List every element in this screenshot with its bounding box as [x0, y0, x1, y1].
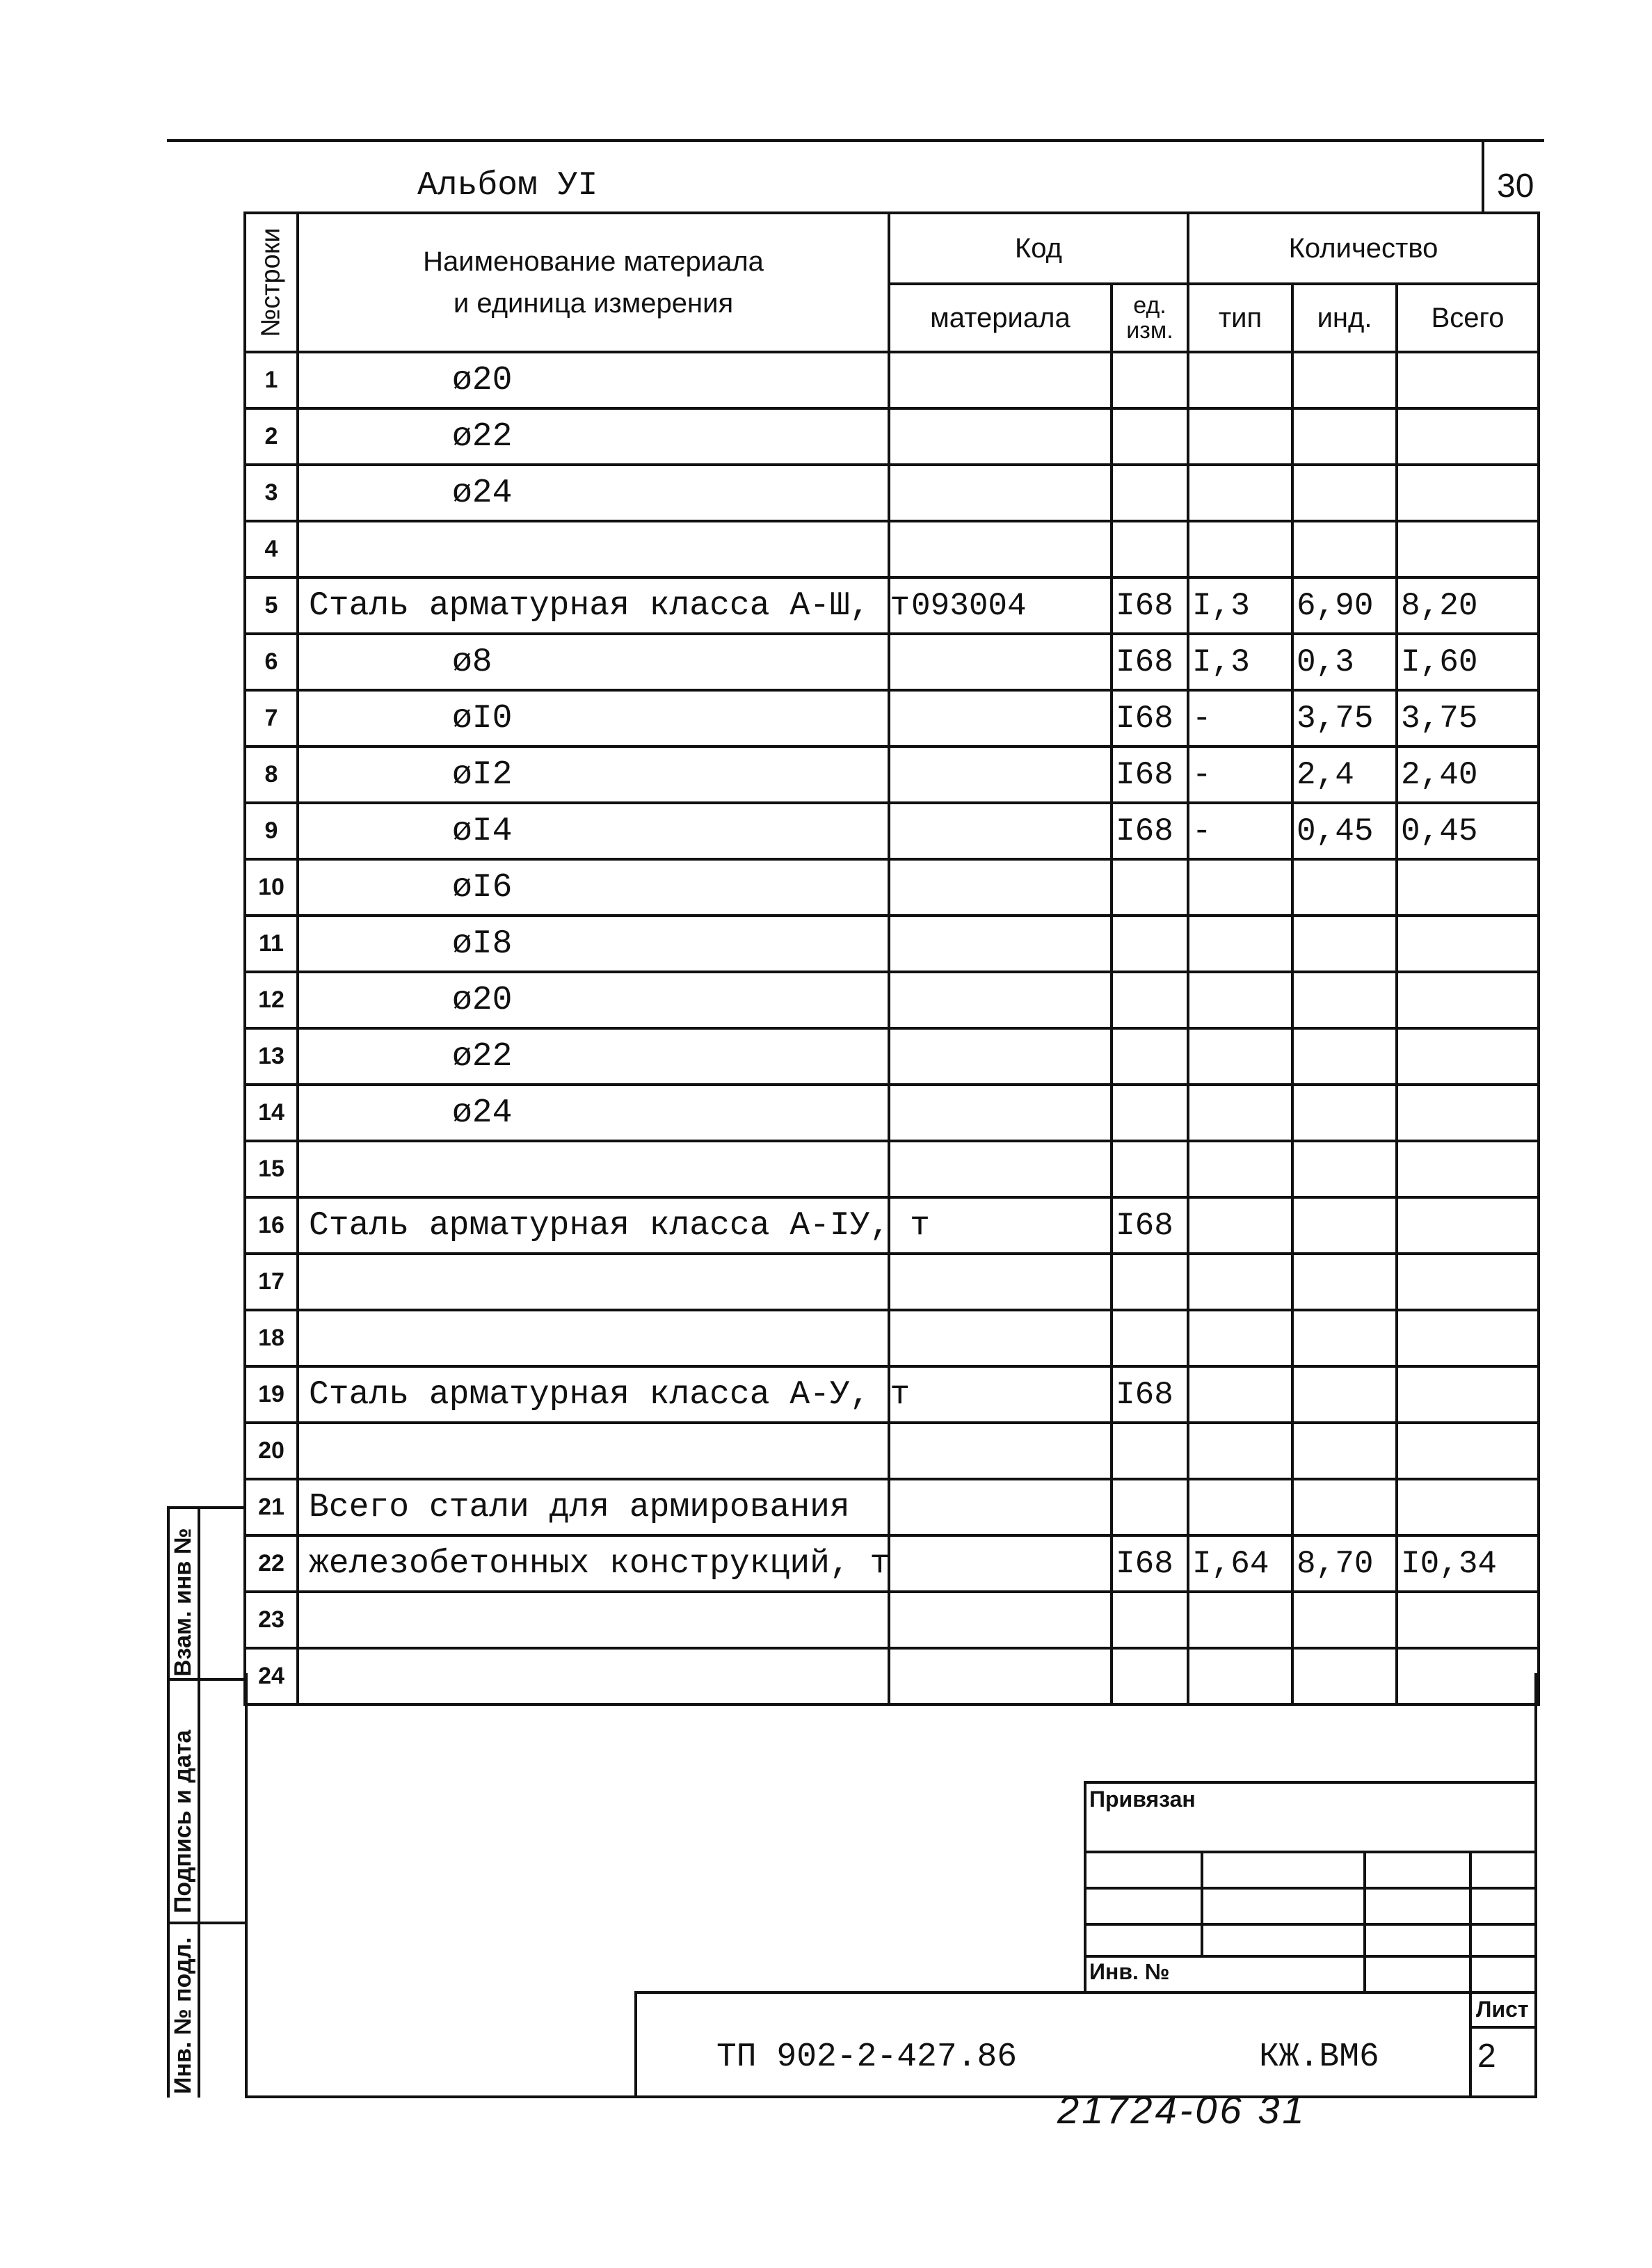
row-qty-tip: [1188, 465, 1292, 521]
row-qty-ind: 8,70: [1292, 1535, 1397, 1592]
row-qty-ind: [1292, 352, 1397, 408]
frame-right: [1534, 1673, 1537, 2098]
row-qty-total: [1397, 521, 1539, 577]
row-material-name: øI2: [298, 746, 889, 803]
row-material-code: [889, 1028, 1112, 1085]
row-unit-code: [1112, 916, 1188, 972]
row-qty-total: [1397, 1141, 1539, 1197]
row-unit-code: [1112, 1423, 1188, 1479]
row-qty-tip: I,3: [1188, 577, 1292, 634]
row-material-code: [889, 1423, 1112, 1479]
row-qty-ind: [1292, 1592, 1397, 1648]
side-label-vzam-inv: Взам. инв №: [170, 1528, 196, 1677]
row-qty-tip: -: [1188, 690, 1292, 746]
table-row: [245, 972, 1539, 1028]
table-row: [245, 521, 1539, 577]
row-qty-tip: I,64: [1188, 1535, 1292, 1592]
row-number: 13: [245, 1028, 298, 1085]
row-unit-code: I68: [1112, 577, 1188, 634]
row-qty-total: 2,40: [1397, 746, 1539, 803]
tb-col-3: [1469, 1851, 1472, 2095]
row-qty-ind: [1292, 408, 1397, 465]
doc-code: ТП 902-2-427.86: [716, 2038, 1018, 2076]
row-qty-ind: [1292, 1028, 1397, 1085]
header-qty-total: Всего: [1397, 284, 1539, 352]
album-title: Альбом УI: [417, 167, 598, 205]
header-code-material: материала: [889, 284, 1112, 352]
row-number: 8: [245, 746, 298, 803]
row-number: 11: [245, 916, 298, 972]
row-qty-total: 8,20: [1397, 577, 1539, 634]
row-qty-total: 3,75: [1397, 690, 1539, 746]
row-qty-ind: 0,45: [1292, 803, 1397, 859]
row-unit-code: [1112, 859, 1188, 916]
row-material-name: [298, 1423, 889, 1479]
row-number: 23: [245, 1592, 298, 1648]
row-material-code: 093004: [889, 577, 1112, 634]
row-material-code: [889, 634, 1112, 690]
row-unit-code: [1112, 1085, 1188, 1141]
row-material-name: ø20: [298, 972, 889, 1028]
row-material-name: ø22: [298, 408, 889, 465]
row-qty-ind: [1292, 1310, 1397, 1366]
tb-inv-no-label: Инв. №: [1089, 1959, 1170, 1984]
row-qty-ind: [1292, 859, 1397, 916]
row-number: 22: [245, 1535, 298, 1592]
table-row: [245, 1310, 1539, 1366]
row-qty-tip: [1188, 859, 1292, 916]
row-qty-total: [1397, 972, 1539, 1028]
row-material-code: [889, 690, 1112, 746]
header-qty-group: Количество: [1188, 213, 1539, 284]
row-material-name: øI6: [298, 859, 889, 916]
row-material-code: [889, 1254, 1112, 1310]
row-qty-total: I,60: [1397, 634, 1539, 690]
row-qty-total: [1397, 1479, 1539, 1535]
table-row: [245, 690, 1539, 746]
row-unit-code: [1112, 352, 1188, 408]
header-code-unit: ед. изм.: [1112, 284, 1188, 352]
row-qty-tip: [1188, 1141, 1292, 1197]
row-qty-tip: [1188, 1592, 1292, 1648]
side-strip-sep-2: [167, 1922, 245, 1924]
row-material-name: ø24: [298, 1085, 889, 1141]
row-qty-ind: [1292, 916, 1397, 972]
row-material-name: [298, 1141, 889, 1197]
row-material-code: [889, 521, 1112, 577]
archive-stamp-number: 21724-06 31: [1057, 2088, 1307, 2132]
row-unit-code: [1112, 521, 1188, 577]
row-qty-ind: [1292, 1423, 1397, 1479]
row-qty-ind: 6,90: [1292, 577, 1397, 634]
row-qty-total: [1397, 465, 1539, 521]
row-material-code: [889, 1085, 1112, 1141]
row-unit-code: [1112, 408, 1188, 465]
row-qty-total: [1397, 1197, 1539, 1254]
row-unit-code: [1112, 1592, 1188, 1648]
row-qty-tip: I,3: [1188, 634, 1292, 690]
row-material-name: Всего стали для армирования: [298, 1479, 889, 1535]
row-unit-code: [1112, 1479, 1188, 1535]
table-row: [245, 1648, 1539, 1704]
row-qty-ind: 3,75: [1292, 690, 1397, 746]
table-row: [245, 916, 1539, 972]
row-qty-tip: [1188, 916, 1292, 972]
table-row: [245, 634, 1539, 690]
row-qty-total: [1397, 352, 1539, 408]
row-qty-ind: 0,3: [1292, 634, 1397, 690]
row-material-code: [889, 859, 1112, 916]
row-unit-code: I68: [1112, 1366, 1188, 1423]
row-qty-tip: [1188, 1366, 1292, 1423]
row-material-code: [889, 1310, 1112, 1366]
tb-col-2: [1363, 1851, 1366, 1993]
row-qty-tip: [1188, 1648, 1292, 1704]
row-unit-code: I68: [1112, 690, 1188, 746]
row-material-code: [889, 408, 1112, 465]
row-number: 2: [245, 408, 298, 465]
row-qty-ind: [1292, 1197, 1397, 1254]
table-row: [245, 803, 1539, 859]
side-label-podpis-data: Подпись и дата: [170, 1730, 196, 1913]
row-qty-tip: [1188, 1085, 1292, 1141]
row-qty-tip: [1188, 1197, 1292, 1254]
row-unit-code: I68: [1112, 1535, 1188, 1592]
row-number: 21: [245, 1479, 298, 1535]
row-material-code: [889, 916, 1112, 972]
row-number: 24: [245, 1648, 298, 1704]
table-row: [245, 859, 1539, 916]
row-qty-tip: [1188, 1254, 1292, 1310]
side-strip-top: [167, 1506, 245, 1509]
row-number: 17: [245, 1254, 298, 1310]
spec-table: [243, 211, 1540, 1706]
row-number: 18: [245, 1310, 298, 1366]
row-qty-tip: -: [1188, 803, 1292, 859]
side-strip-divider: [198, 1506, 200, 2098]
row-material-name: øI8: [298, 916, 889, 972]
row-qty-ind: [1292, 1648, 1397, 1704]
row-number: 15: [245, 1141, 298, 1197]
row-qty-tip: [1188, 521, 1292, 577]
row-material-code: [889, 1366, 1112, 1423]
row-material-name: железобетонных конструкций, т: [298, 1535, 889, 1592]
row-qty-total: [1397, 1366, 1539, 1423]
row-unit-code: [1112, 972, 1188, 1028]
row-qty-tip: [1188, 1423, 1292, 1479]
row-number: 10: [245, 859, 298, 916]
table-row: [245, 1479, 1539, 1535]
row-unit-code: I68: [1112, 746, 1188, 803]
row-qty-tip: [1188, 1310, 1292, 1366]
row-material-code: [889, 1648, 1112, 1704]
row-unit-code: [1112, 465, 1188, 521]
row-qty-ind: [1292, 465, 1397, 521]
row-qty-ind: 2,4: [1292, 746, 1397, 803]
row-material-name: Сталь арматурная класса А-IУ, т: [298, 1197, 889, 1254]
row-material-name: [298, 521, 889, 577]
tb-main-top: [634, 1991, 1537, 1994]
row-qty-tip: [1188, 408, 1292, 465]
row-material-name: øI4: [298, 803, 889, 859]
row-qty-total: I0,34: [1397, 1535, 1539, 1592]
row-unit-code: I68: [1112, 634, 1188, 690]
table-row: [245, 352, 1539, 408]
row-qty-total: [1397, 1423, 1539, 1479]
table-row: [245, 1085, 1539, 1141]
row-unit-code: [1112, 1141, 1188, 1197]
frame-bottom: [245, 2095, 1537, 2098]
row-qty-total: [1397, 1254, 1539, 1310]
row-qty-total: [1397, 408, 1539, 465]
row-number: 4: [245, 521, 298, 577]
table-row: [245, 408, 1539, 465]
row-qty-total: 0,45: [1397, 803, 1539, 859]
row-number: 12: [245, 972, 298, 1028]
row-unit-code: I68: [1112, 803, 1188, 859]
row-material-code: [889, 465, 1112, 521]
table-row: [245, 1197, 1539, 1254]
table-row: [245, 1592, 1539, 1648]
row-material-code: [889, 972, 1112, 1028]
table-row: [245, 746, 1539, 803]
table-row: [245, 465, 1539, 521]
row-qty-total: [1397, 1028, 1539, 1085]
row-material-code: [889, 746, 1112, 803]
row-material-name: ø8: [298, 634, 889, 690]
row-qty-total: [1397, 1310, 1539, 1366]
row-qty-total: [1397, 916, 1539, 972]
row-material-name: [298, 1310, 889, 1366]
row-qty-ind: [1292, 1366, 1397, 1423]
row-material-name: [298, 1648, 889, 1704]
row-number: 19: [245, 1366, 298, 1423]
row-number: 9: [245, 803, 298, 859]
row-material-name: [298, 1592, 889, 1648]
table-row: [245, 1423, 1539, 1479]
row-material-name: øI0: [298, 690, 889, 746]
row-material-name: [298, 1254, 889, 1310]
row-material-code: [889, 1592, 1112, 1648]
row-unit-code: I68: [1112, 1197, 1188, 1254]
row-qty-tip: [1188, 972, 1292, 1028]
row-material-name: ø20: [298, 352, 889, 408]
row-qty-total: [1397, 1648, 1539, 1704]
row-material-code: [889, 1479, 1112, 1535]
row-unit-code: [1112, 1254, 1188, 1310]
row-material-code: [889, 1141, 1112, 1197]
row-qty-tip: -: [1188, 746, 1292, 803]
tb-privyazan-top: [1084, 1781, 1537, 1784]
table-row: [245, 1254, 1539, 1310]
row-qty-ind: [1292, 1085, 1397, 1141]
row-material-name: Сталь арматурная класса А-Ш, т: [298, 577, 889, 634]
table-row: [245, 577, 1539, 634]
header-row-no: №строки: [245, 213, 298, 352]
tb-sheet-sep: [1469, 2026, 1537, 2029]
tb-col-1: [1201, 1851, 1203, 1955]
row-qty-tip: [1188, 352, 1292, 408]
row-number: 16: [245, 1197, 298, 1254]
page-number: 30: [1497, 168, 1534, 205]
row-qty-ind: [1292, 521, 1397, 577]
header-qty-tip: тип: [1188, 284, 1292, 352]
table-row: [245, 1366, 1539, 1423]
sheet-number: 2: [1477, 2038, 1496, 2075]
row-material-name: Сталь арматурная класса А-У, т: [298, 1366, 889, 1423]
table-row: [245, 1141, 1539, 1197]
row-material-code: [889, 352, 1112, 408]
row-number: 1: [245, 352, 298, 408]
side-label-inv-podl: Инв. № подл.: [170, 1937, 196, 2094]
row-qty-ind: [1292, 1141, 1397, 1197]
row-qty-ind: [1292, 1254, 1397, 1310]
tb-main-left: [634, 1991, 637, 2097]
row-unit-code: [1112, 1648, 1188, 1704]
row-qty-total: [1397, 859, 1539, 916]
spec-table-body: [245, 352, 1539, 1704]
page-number-box-left: [1482, 139, 1484, 211]
row-number: 5: [245, 577, 298, 634]
row-material-name: ø24: [298, 465, 889, 521]
row-qty-total: [1397, 1085, 1539, 1141]
table-row: [245, 1535, 1539, 1592]
top-rule: [167, 139, 1544, 142]
table-row: [245, 1028, 1539, 1085]
row-qty-total: [1397, 1592, 1539, 1648]
side-strip-sep-1: [167, 1678, 245, 1681]
header-qty-ind: инд.: [1292, 284, 1397, 352]
row-number: 6: [245, 634, 298, 690]
row-material-code: [889, 1535, 1112, 1592]
row-qty-tip: [1188, 1479, 1292, 1535]
doc-mark: КЖ.ВМ6: [1259, 2038, 1379, 2076]
tb-privyazan-label: Привязан: [1089, 1787, 1196, 1812]
sheet-label: Лист: [1476, 1997, 1529, 2022]
row-material-name: ø22: [298, 1028, 889, 1085]
header-code-group: Код: [889, 213, 1188, 284]
row-number: 20: [245, 1423, 298, 1479]
row-qty-tip: [1188, 1028, 1292, 1085]
header-name: Наименование материала и единица измерения: [298, 213, 889, 352]
row-number: 7: [245, 690, 298, 746]
row-unit-code: [1112, 1310, 1188, 1366]
row-number: 14: [245, 1085, 298, 1141]
row-qty-ind: [1292, 972, 1397, 1028]
row-qty-ind: [1292, 1479, 1397, 1535]
row-material-code: [889, 803, 1112, 859]
frame-left: [245, 1673, 248, 2098]
row-unit-code: [1112, 1028, 1188, 1085]
row-number: 3: [245, 465, 298, 521]
